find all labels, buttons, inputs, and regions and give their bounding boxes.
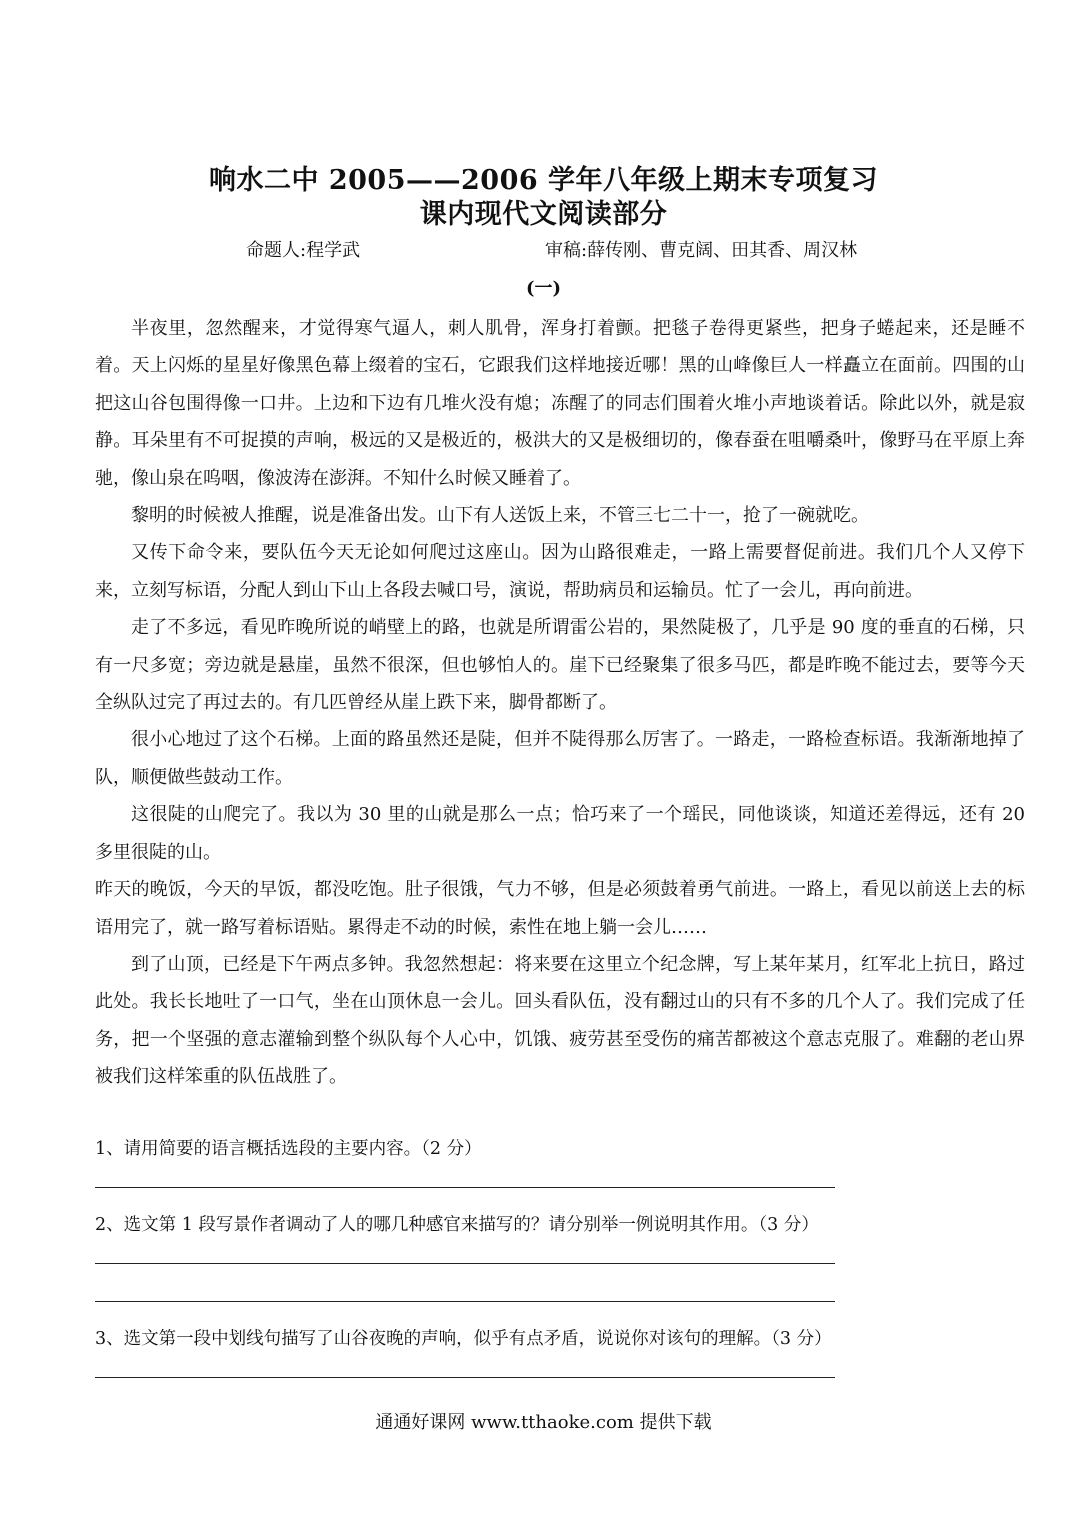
question-item: 3、选文第一段中划线句描写了山谷夜晚的声响，似乎有点矛盾，说说你对该句的理解。（3 分） — [95, 1329, 832, 1349]
question-item: 2、选文第 1 段写景作者调动了人的哪几种感官来描写的？请分别举一例说明其作用。（3 分） — [95, 1215, 819, 1235]
page-footer: 通通好课网 www.tthaoke.com 提供下载 — [375, 1412, 712, 1433]
answer-line — [95, 1173, 1025, 1211]
passage-paragraph: 黎明的时候被人推醒，说是准备出发。山下有人送饭上来，不管三七二十一，抢了一碗就吃。 — [131, 505, 869, 527]
passage-paragraph: 半夜里，忽然醒来，才觉得寒气逼人，刺人肌骨，浑身打着颤。把毯子卷得更紧些，把身子蜷起来，还是睡不着。天上闪烁的星星好像黑色幕上缀着的宝石，它跟我们这样地接近哪！黑的山峰像巨人一样矗立在面前。四围的山把这山谷包围得像一口井。上边和下边有几堆火没有熄；冻醒了的同志们围着火堆小声地谈着话。除此以外，就是寂静。耳朵里有不可捉摸的声响，极远的又是极近的，极洪大的又是极细切的，像春蚕在咀嚼桑叶，像野马在平原上奔驰，像山泉在呜咽，像波涛在澎湃。不知什么时候又睡着了。 — [95, 318, 1025, 489]
question-section — [95, 1135, 1025, 1401]
question-item: 1、请用简要的语言概括选段的主要内容。（2 分） — [95, 1139, 482, 1159]
answer-line — [95, 1249, 1025, 1287]
passage-paragraph: 到了山顶，已经是下午两点多钟。我忽然想起：将来要在这里立个纪念牌，写上某年某月，红军北上抗日，路过此处。我长长地吐了一口气，坐在山顶休息一会儿。回头看队伍，没有翻过山的只有不多的几个人了。我们完成了任务，把一个坚强的意志灌输到整个纵队每个人心中，饥饿、疲劳甚至受伤的痛苦都被这个意志克服了。难翻的老山界被我们这样笨重的队伍战胜了。 — [95, 953, 1025, 1088]
passage-paragraph: 昨天的晚饭，今天的早饭，都没吃饱。肚子很饿，气力不够，但是必须鼓着勇气前进。一路上，看见以前送上去的标语用完了，就一路写着标语贴。累得走不动的时候，索性在地上躺一会儿…… — [95, 879, 1025, 938]
passage-paragraph: 这很陡的山爬完了。我以为 30 里的山就是那么一点；恰巧来了一个瑶民，同他谈谈，知道还差得远，还有 20 多里很陡的山。 — [95, 804, 1025, 863]
author-credit: 命题人:程学武 — [246, 240, 361, 261]
passage-paragraph: 走了不多远，看见昨晚所说的峭壁上的路，也就是所谓雷公岩的，果然陡极了，几乎是 90 度的垂直的石梯，只有一尺多宽；旁边就是悬崖，虽然不很深，但也够怕人的。崖下已经聚集了很多马匹，都是昨晚不能过去，要等今天全纵队过完了再过去的。有几匹曾经从崖上跌下来，脚骨都断了。 — [95, 617, 1025, 714]
document-subtitle: 课内现代文阅读部分 — [419, 199, 668, 230]
section-number: (一) — [525, 278, 562, 299]
reviewer-credit: 审稿:薛传刚、曹克阔、田其香、周汉林 — [545, 240, 858, 261]
passage-paragraph: 又传下命令来，要队伍今天无论如何爬过这座山。因为山路很难走，一路上需要督促前进。我们几个人又停下来，立刻写标语，分配人到山下山上各段去喊口号，演说，帮助病员和运输员。忙了一会儿，再向前进。 — [95, 542, 1025, 601]
answer-line — [95, 1287, 1025, 1325]
reading-passage — [95, 310, 1025, 1096]
passage-paragraph: 很小心地过了这个石梯。上面的路虽然还是陡，但并不陡得那么厉害了。一路走，一路检查标语。我渐渐地掉了队，顺便做些鼓动工作。 — [95, 729, 1025, 788]
document-title: 响水二中 2005——2006 学年八年级上期末专项复习 — [208, 165, 879, 196]
answer-line — [95, 1363, 1025, 1401]
